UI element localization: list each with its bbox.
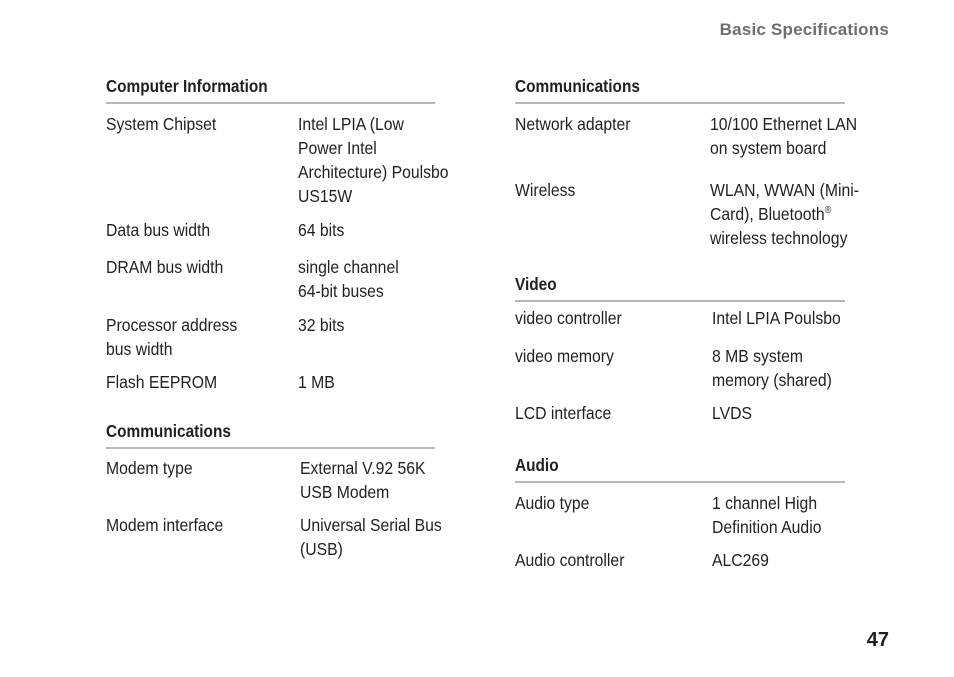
section-title: Communications <box>106 420 435 449</box>
section-title: Video <box>515 273 845 302</box>
spec-value: Universal Serial Bus (USB) <box>300 515 442 559</box>
section-communications-left <box>106 420 480 570</box>
spec-row <box>106 218 480 242</box>
section-communications-right <box>515 75 890 259</box>
spec-row <box>515 491 890 539</box>
spec-row <box>106 456 480 504</box>
spec-value: LVDS <box>712 403 752 423</box>
spec-value: 10/100 Ethernet LAN on system board <box>710 114 858 158</box>
spec-label: System Chipset <box>106 114 217 134</box>
spec-value: single channel 64-bit buses <box>298 257 399 301</box>
page-number: 47 <box>866 629 889 651</box>
section-audio <box>515 454 890 581</box>
spec-value-text: WLAN, WWAN (Mini- Card), Bluetooth <box>710 180 860 224</box>
spec-value: 8 MB system memory (shared) <box>712 346 832 390</box>
spec-value: External V.92 56K USB Modem <box>300 458 426 502</box>
spec-row <box>106 513 480 561</box>
section-video <box>515 273 890 434</box>
spec-label: Modem type <box>106 458 193 478</box>
spec-value: Intel LPIA Poulsbo <box>712 308 841 328</box>
spec-value <box>710 178 872 250</box>
spec-value: 64 bits <box>298 220 345 240</box>
spec-row <box>106 255 480 303</box>
section-title: Communications <box>515 75 845 104</box>
spec-label: video memory <box>515 346 614 366</box>
spec-row <box>515 344 890 392</box>
spec-row <box>515 548 890 572</box>
spec-row <box>106 370 480 394</box>
spec-row <box>106 313 480 361</box>
spec-label: Processor address bus width <box>106 315 238 359</box>
spec-row <box>515 306 890 330</box>
spec-label: Flash EEPROM <box>106 372 218 392</box>
spec-value: ALC269 <box>712 550 769 570</box>
spec-label: video controller <box>515 308 622 328</box>
spec-row <box>515 401 890 425</box>
registered-mark: ® <box>824 205 832 217</box>
spec-value: 1 channel High Definition Audio <box>712 493 822 537</box>
section-title: Audio <box>515 454 845 483</box>
spec-label: Audio controller <box>515 550 625 570</box>
spec-row <box>515 178 890 250</box>
spec-label: Modem interface <box>106 515 224 535</box>
spec-value: 1 MB <box>298 372 335 392</box>
section-title: Computer Information <box>106 75 435 104</box>
spec-value: Intel LPIA (Low Power Intel Architecture) Poulsbo US15W <box>298 114 449 206</box>
page-header: Basic Specifications <box>719 20 889 39</box>
spec-value: 32 bits <box>298 315 345 335</box>
section-computer-information <box>106 75 480 403</box>
spec-label: Wireless <box>515 180 576 200</box>
spec-label: Audio type <box>515 493 590 513</box>
spec-label: Data bus width <box>106 220 211 240</box>
spec-label: Network adapter <box>515 114 631 134</box>
spec-row <box>515 112 890 160</box>
spec-row <box>106 112 480 208</box>
spec-value-text: wireless technology <box>710 228 848 248</box>
spec-label: DRAM bus width <box>106 257 224 277</box>
spec-label: LCD interface <box>515 403 612 423</box>
